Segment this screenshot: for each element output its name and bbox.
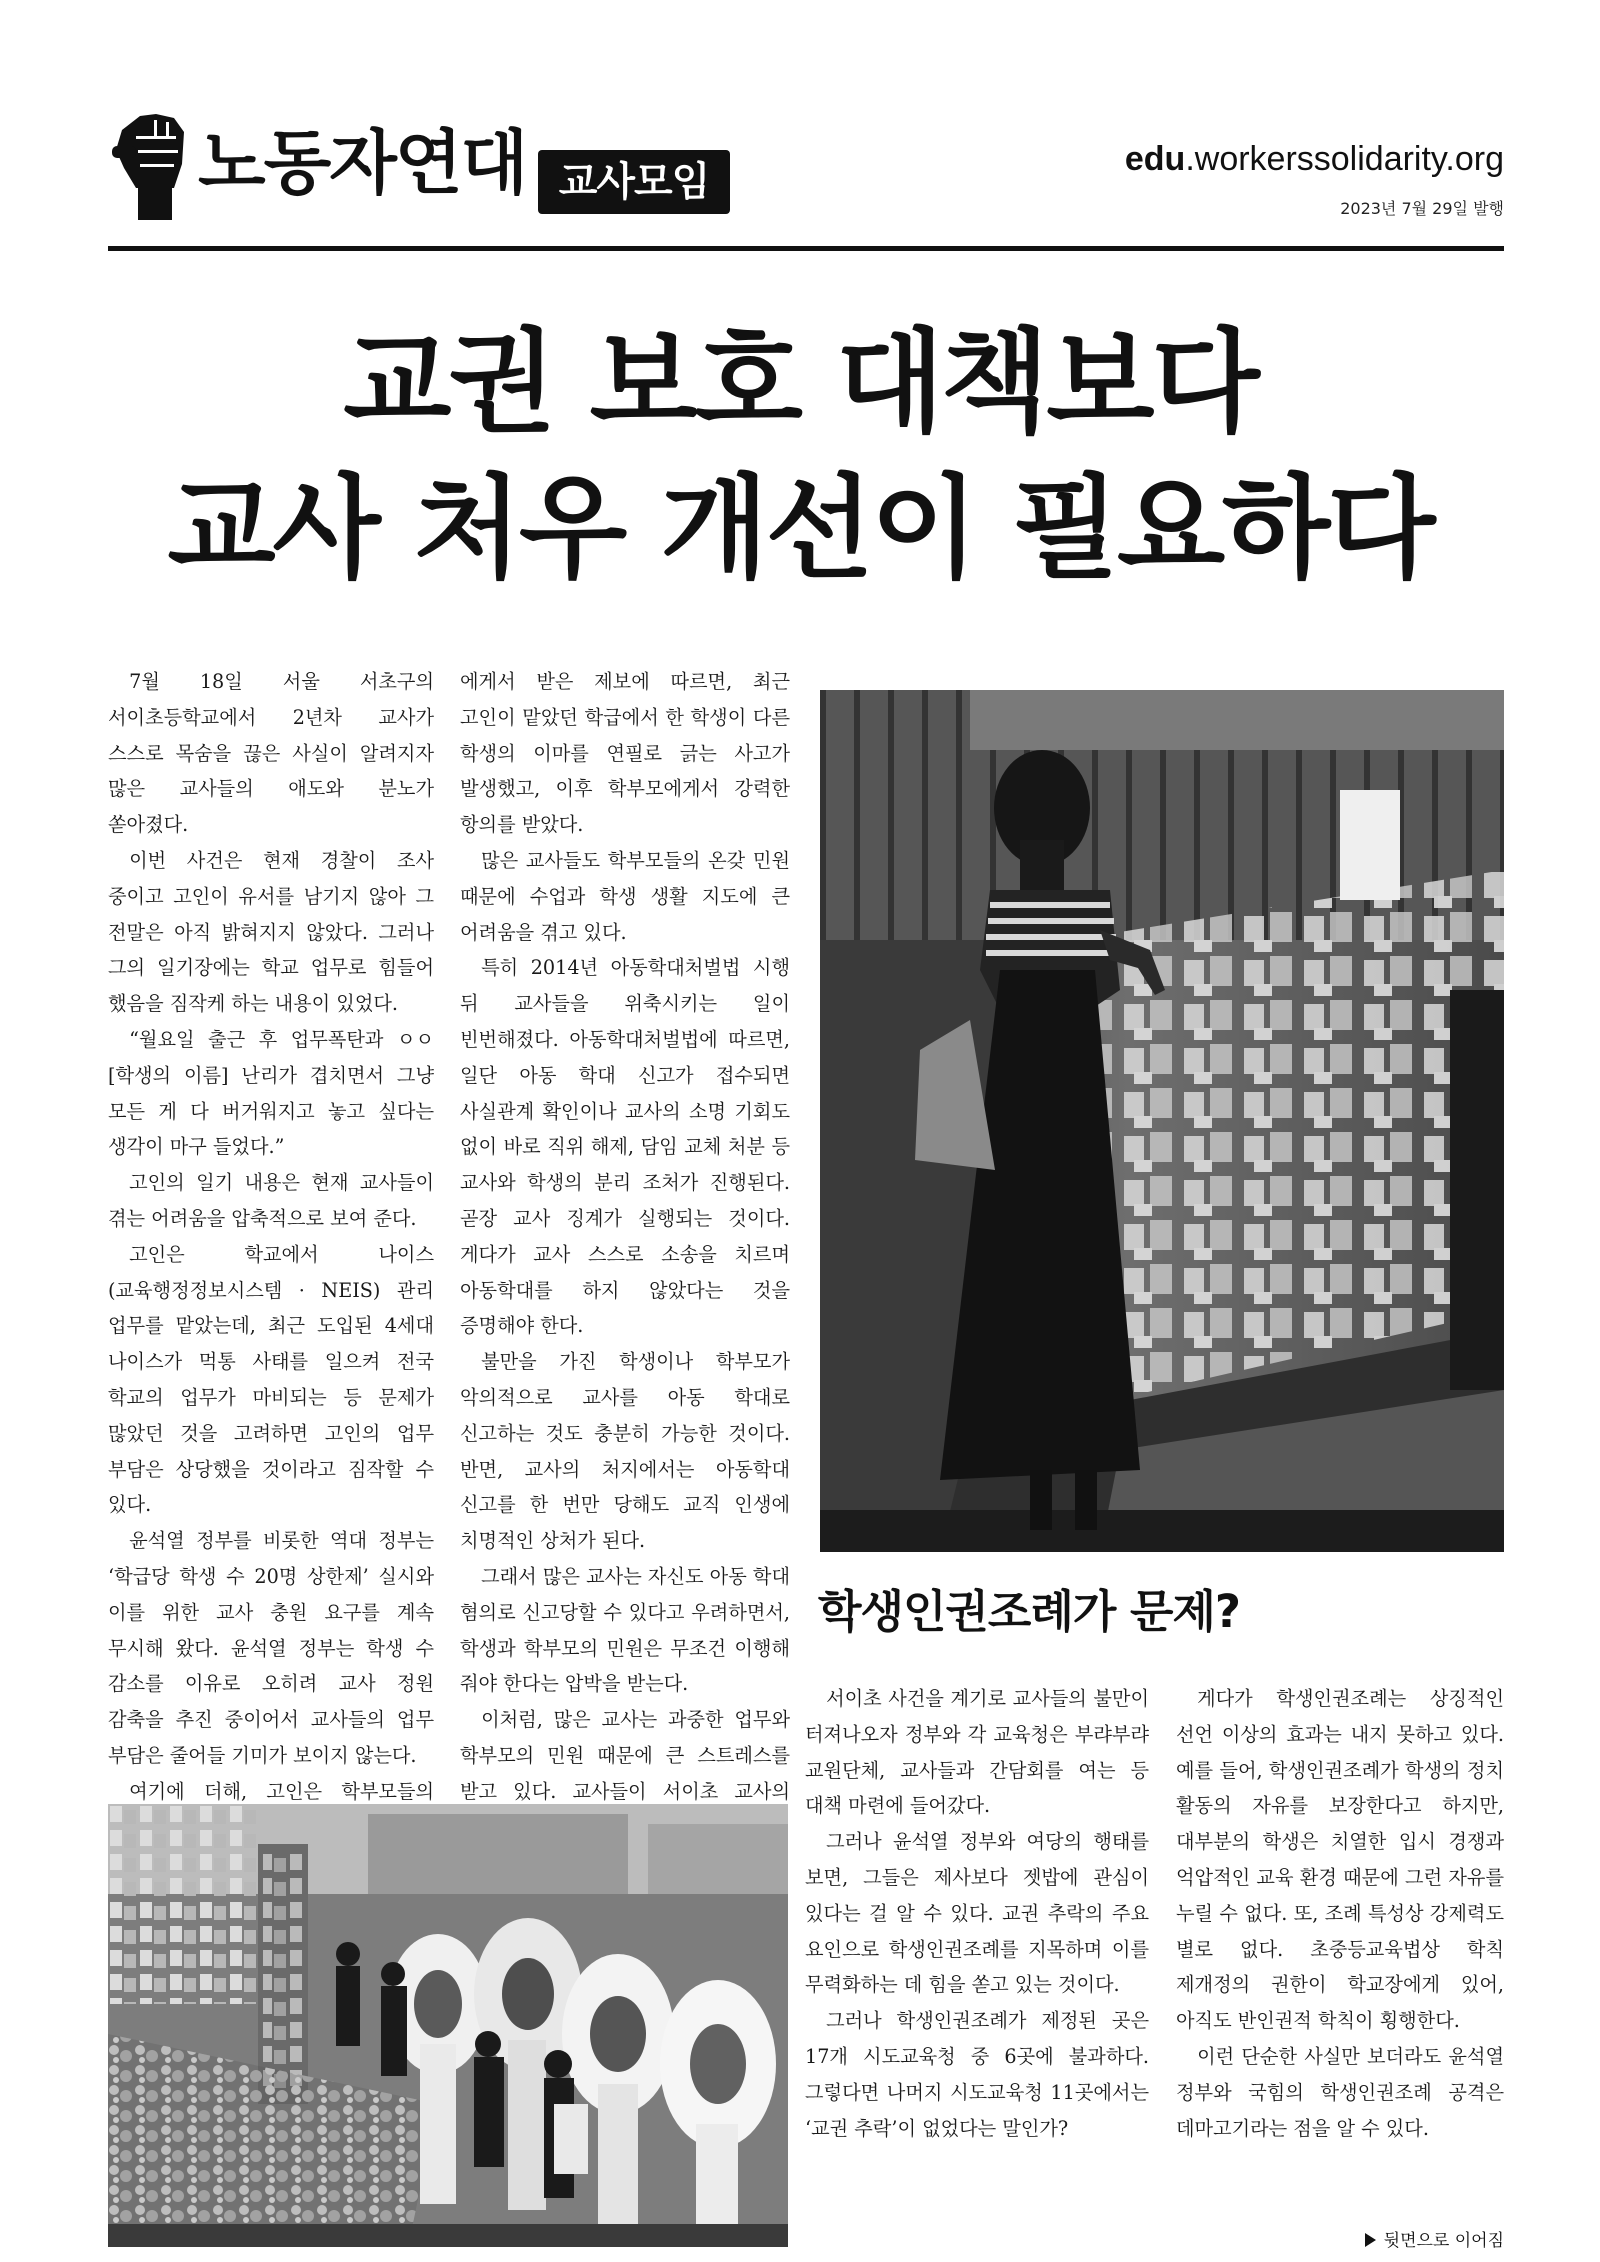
paragraph: 이번 사건은 현재 경찰이 조사 중이고 고인이 유서를 남기지 않아 그 전말은 아직 밝혀지지 않았다. 그러나 그의 일기장에는 학교 업무로 힘들어 했음을 짐작케 하는 내용이 있었다. (108, 848, 434, 1016)
section-badge: 교사모임 (538, 150, 730, 214)
paragraph: 많은 교사들도 학부모들의 온갖 민원 때문에 수업과 학생 생활 지도에 큰 어려움을 겪고 있다. (460, 848, 790, 944)
raised-fist-icon (108, 102, 190, 220)
org-name: 노동자연대 (198, 122, 527, 204)
sidebar-column-1 (805, 1681, 1149, 2146)
headline (60, 310, 1540, 602)
paragraph: 그러나 학생인권조례가 제정된 곳은 17개 시도교육청 중 6곳에 불과하다. 그렇다면 나머지 시도교육청 11곳에서는 ‘교권 추락’이 없었다는 말인가? (805, 2009, 1149, 2140)
paragraph: 여기에 더해, 고인은 학부모들의 (129, 1779, 434, 1803)
memorial-photo-main (820, 690, 1504, 1552)
sidebar-column-2 (1176, 1681, 1504, 2146)
paragraph: 이런 단순한 사실만 보더라도 윤석열 정부와 국힘의 학생인권조례 공격은 데마고기라는 점을 알 수 있다. (1176, 2044, 1504, 2140)
header-rule (108, 246, 1504, 251)
triangle-right-icon (1365, 2233, 1376, 2247)
paragraph: 특히 2014년 아동학대처벌법 시행 뒤 교사들을 위축시키는 일이 빈번해졌다. 아동학대처벌법에 따르면, 일단 아동 학대 신고가 접수되면 사실관계 확인이나 교사의 소명 기회도 없이 바로 직위 해제, 담임 교체 처분 등 교사와 학생의 분리 조처가 진행된다. 곧장 교사 징계가 실행되는 것이다. 게다가 교사 스스로 소송을 치르며 아동학대를 하지 않았다는 것을 증명해야 한다. (460, 956, 790, 1338)
paragraph: 불만을 가진 학생이나 학부모가 악의적으로 교사를 아동 학대로 신고하는 것도 충분히 가능한 것이다. 반면, 교사의 처지에서는 아동학대 신고를 한 번만 당해도 교직 인생에 치명적인 상처가 된다. (460, 1350, 790, 1553)
issue-date: 2023년 7월 29일 발행 (1340, 199, 1504, 218)
article-column-1 (108, 664, 434, 1917)
paragraph: 고인은 학교에서 나이스(교육행정정보시스템 · NEIS) 관리 업무를 맡았는데, 최근 도입된 4세대 나이스가 먹통 사태를 일으켜 전국 학교의 업무가 마비되는 등 문제가 많았던 것을 고려하면 고인의 업무 부담은 상당했을 것이라고 짐작할 수 있다. (108, 1242, 434, 1517)
memorial-photo-lower (108, 1804, 788, 2247)
continued-note (1365, 2226, 1504, 2251)
paragraph: 고인의 일기 내용은 현재 교사들이 겪는 어려움을 압축적으로 보여 준다. (108, 1171, 434, 1230)
paragraph: 7월 18일 서울 서초구의 서이초등학교에서 2년차 교사가 스스로 목숨을 끊은 사실이 알려지자 많은 교사들의 애도와 분노가 쏟아졌다. (108, 670, 434, 837)
paragraph: 게다가 학생인권조례는 상징적인 선언 이상의 효과는 내지 못하고 있다. 예를 들어, 학생인권조례가 학생의 정치 활동의 자유를 보장한다고 하지만, 대부분의 학생은 치열한 입시 경쟁과 억압적인 교육 환경 때문에 그런 자유를 누릴 수 없다. 또, 조례 특성상 강제력도 별로 없다. 초중등교육법상 학칙 제개정의 권한이 학교장에게 있어, 아직도 반인권적 학칙이 횡행한다. (1176, 1687, 1504, 2033)
site-url-rest: .workerssolidarity.org (1185, 140, 1504, 178)
paragraph: 윤석열 정부를 비롯한 역대 정부는 ‘학급당 학생 수 20명 상한제’ 실시와 이를 위한 교사 충원 요구를 계속 무시해 왔다. 윤석열 정부는 학생 수 감소를 이유로 오히려 교사 정원 감축을 추진 중이어서 교사들의 업무 부담은 줄어들 기미가 보이지 않는다. (108, 1529, 434, 1767)
sidebar-title: 학생인권조례가 문제? (818, 1585, 1241, 1638)
headline-line-2: 교사 처우 개선이 필요하다 (167, 464, 1433, 594)
site-url-bold: edu (1124, 140, 1186, 178)
site-url[interactable] (1125, 140, 1504, 179)
headline-line-1: 교권 보호 대책보다 (343, 318, 1257, 448)
paragraph: 에게서 받은 제보에 따르면, 최근 고인이 맡았던 학급에서 한 학생이 다른 학생의 이마를 연필로 긁는 사고가 발생했고, 이후 학부모에게서 강력한 항의를 받았다. (460, 670, 790, 837)
paragraph: 그러나 윤석열 정부와 여당의 행태를 보면, 그들은 제사보다 젯밥에 관심이 있다는 걸 알 수 있다. 교권 추락의 주요 요인으로 학생인권조례를 지목하며 이를 무력화하는 데 힘을 쏟고 있는 것이다. (805, 1830, 1149, 1997)
quote-paragraph: “월요일 출근 후 업무폭탄과 ㅇㅇ[학생의 이름] 난리가 겹치면서 그냥 모든 게 다 버거워지고 놓고 싶다는 생각이 마구 들었다.” (108, 1027, 434, 1159)
article-column-2 (460, 664, 790, 1845)
paragraph: 이처럼, 많은 교사는 과중한 업무와 학부모의 민원 때문에 큰 스트레스를 받고 있다. 교사들이 서이초 교사의 (460, 1708, 790, 1803)
continued-label: 뒷면으로 이어짐 (1383, 2231, 1504, 2251)
paragraph: 서이초 사건을 계기로 교사들의 불만이 터져나오자 정부와 각 교육청은 부랴부랴 교원단체, 교사들과 간담회를 여는 등 대책 마련에 들어갔다. (805, 1687, 1149, 1818)
paragraph: 그래서 많은 교사는 자신도 아동 학대 혐의로 신고당할 수 있다고 우려하면서, 학생과 학부모의 민원은 무조건 이행해 줘야 한다는 압박을 받는다. (460, 1564, 790, 1696)
